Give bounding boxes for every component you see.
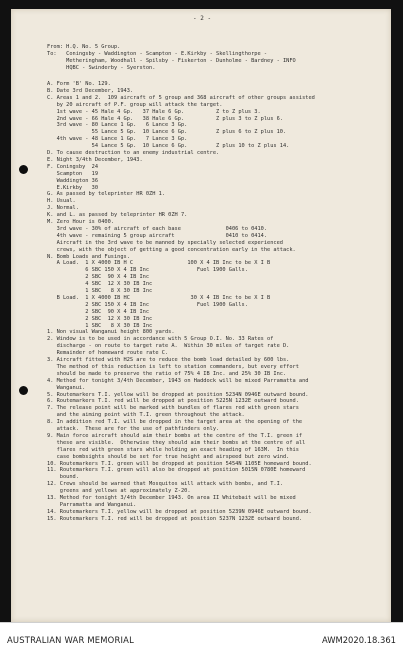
order-line: should be made to preserve the ratio of 75% 4 IB Inc. and 25% 30 IB Inc. xyxy=(47,370,287,377)
footer-accession-number: AWM2020.18.361 xyxy=(321,635,396,645)
order-line: K. and L. as passed by teleprinter HR 0ZH 7. xyxy=(47,212,188,219)
order-line: Remainder of homeward route rate C. xyxy=(47,350,169,357)
order-line: 7. The release point will be marked with bundles of flares red with green stars xyxy=(47,405,299,412)
order-line: 4th wave - 48 Lance 1 Gp. 7 Lance 3 Gp. xyxy=(47,136,188,143)
order-line: 11. Routemarkers T.I. green will also be dropped at position 5015N 0780E homeward xyxy=(47,467,306,474)
order-line: greens and yellows at approximately Z-20. xyxy=(47,488,191,495)
order-line: 9. Main force aircraft should aim their bombs at the centre of the T.I. green if xyxy=(47,432,303,439)
order-line: H. Usual. xyxy=(47,198,76,205)
address-line: Metheringham, Woodhall - Spilsby - Fiskerton - Dunholme - Bardney - INFO xyxy=(47,57,296,64)
address-line: From: H.Q. No. 5 Group. xyxy=(47,44,121,50)
order-line: The method of this reduction is left to station commanders, but every effort xyxy=(47,363,299,370)
order-line: 2. Window is to be used in accordance with 5 Group O.I. No. 33 Rates of xyxy=(47,336,274,343)
order-line: Waddington 36 xyxy=(47,177,99,184)
order-line: 2 SBC 90 X 4 IB Inc xyxy=(47,308,150,315)
order-line: and the aiming point with T.I. green throughout the attack. xyxy=(47,412,245,419)
order-line: 2 SBC 90 X 4 IB Inc xyxy=(47,274,150,281)
footer-bar xyxy=(0,622,403,654)
order-line: by 20 aircraft of P.F. group will attack the target. xyxy=(47,101,223,108)
punch-hole-bottom xyxy=(19,386,28,395)
order-line: 8. In addition red T.I. will be dropped in the target area at the opening of the xyxy=(47,419,303,426)
address-line: HQBC - Swinderby - Syerston. xyxy=(47,64,156,71)
order-line: flares red with green stars while holding an exact heading of 163M. In this xyxy=(47,446,299,453)
order-line: 2nd wave - 66 Hale 4 Gp. 38 Hale 6 Gp. Z plus 3 to Z plus 6. xyxy=(47,115,283,122)
order-line: A Load. 1 X 4000 IB H C 100 X 4 IB Inc to be X I B xyxy=(47,260,271,267)
order-line: 12. Crews should be warned that Mosquitos will attack with bombs, and T.I. xyxy=(47,481,283,488)
page-number: - 2 - xyxy=(193,15,212,22)
order-line: E. Night 3/4th December, 1943. xyxy=(47,156,143,163)
order-line: attack. These are for the use of pathfinders only. xyxy=(47,426,220,432)
order-line: E.Kirkby 30 xyxy=(47,184,99,191)
order-line: 15. Routemarkers T.I. red will be dropped at position 5237N 1232E outward bound. xyxy=(47,515,303,522)
order-line: D. To cause destruction to an enemy industrial centre. xyxy=(47,150,220,156)
order-line: M. Zero Hour is 0400. xyxy=(47,219,114,225)
order-line: 3rd wave - 80 Lance 1 Gp. 6 Lance 3 Gp. xyxy=(47,122,188,129)
order-line: C. Areas 1 and 2. 109 aircraft of 5 group and 368 aircraft of other groups assisted xyxy=(47,94,315,101)
order-line: 54 Lance 5 Gp. 10 Lance 6 Gp. Z plus 10 to Z plus 14. xyxy=(47,143,290,150)
order-line: 5. Routemarkers T.I. yellow will be dropped at position 5234N 0946E outward bound. xyxy=(47,391,309,398)
order-line: F. Coningsby 24 xyxy=(47,163,99,170)
order-line: 13. Method for tonight 3/4th December 1943. On area II Whitebait will be mixed xyxy=(47,495,296,501)
order-line: B Load. 1 X 4000 IB HC 30 X 4 IB Inc to be X I B xyxy=(47,294,271,301)
order-line: 6. Routemarkers T.I. red will be dropped at position 5225N 1232E outward bound. xyxy=(47,398,299,405)
order-line: Aircraft in the 3rd wave to be manned by specially selected experienced xyxy=(47,239,283,246)
order-line: A. Form 'B' No. 129. xyxy=(47,81,111,87)
punch-hole-top xyxy=(19,165,28,174)
order-line: 14. Routemarkers T.I. yellow will be dropped at position 5239N 0946E outward bound. xyxy=(47,508,312,515)
order-line: Wanganui. xyxy=(47,384,86,391)
order-line: B. Date 3rd December, 1943. xyxy=(47,87,134,94)
order-line: 3rd wave - 30% of aircraft of each base 0406 to 0410. xyxy=(47,225,268,232)
address-line: To: Coningsby - Waddington - Scampton - E.Kirkby - Skellingthorpe - xyxy=(47,50,268,57)
order-line: case bombsights should be set for true height and airspeed but zero wind. xyxy=(47,453,290,460)
order-line: 4th wave - remaining 5 group aircraft 0410 to 0414. xyxy=(47,232,268,239)
order-line: bound. xyxy=(47,474,79,481)
order-line: N. Bomb Loads and Fusings. xyxy=(47,253,130,260)
order-line: 1st wave - 45 Hale 4 Gp. 37 Hale 6 Gp. Z to Z plus 3. xyxy=(47,108,261,115)
order-line: 6 SBC 150 X 4 IB Inc Fuel 1900 Galls. xyxy=(47,267,248,274)
order-line: 3. Aircraft fitted with H2S are to reduce the bomb load detailed by 600 lbs. xyxy=(47,357,290,363)
order-line: Scampton 19 xyxy=(47,170,99,177)
order-line: 1 SBC 8 X 30 IB Inc xyxy=(47,322,153,329)
order-line: 2 SBC 150 X 4 IB Inc Fuel 1900 Galls. xyxy=(47,301,248,308)
order-line: Parramatta and Wanganui. xyxy=(47,501,137,508)
order-line: J. Normal. xyxy=(47,205,79,212)
order-line: 4 SBC 12 X 30 IB Inc xyxy=(47,281,153,288)
order-line: 2 SBC 12 X 30 IB Inc xyxy=(47,315,153,322)
order-line: these are visible. Otherwise they should aim their bombs at the centre of all xyxy=(47,439,306,446)
order-line: 55 Lance 5 Gp. 10 Lance 6 Gp. Z plus 6 to Z plus 10. xyxy=(47,129,287,136)
order-line: 1. Non visual Wanganui height 800 yards. xyxy=(47,329,175,336)
order-line: 4. Method for tonight 3/4th December, 1943 on Haddock will be mixed Parramatta and xyxy=(47,377,309,384)
footer-source-label: AUSTRALIAN WAR MEMORIAL xyxy=(7,635,134,645)
order-line: crews, with the object of getting a good concentration early in the attack. xyxy=(47,246,296,253)
order-line: G. As passed by teleprinter HR 0ZH 1. xyxy=(47,191,165,198)
order-line: discharge - on route to target rate A. Within 30 miles of target rate D. xyxy=(47,343,290,350)
order-line: 10. Routemarkers T.I. green will be dropped at position 5454N 1105E homeward bound. xyxy=(47,460,312,467)
order-line: 1 SBC 8 X 30 IB Inc xyxy=(47,288,153,294)
